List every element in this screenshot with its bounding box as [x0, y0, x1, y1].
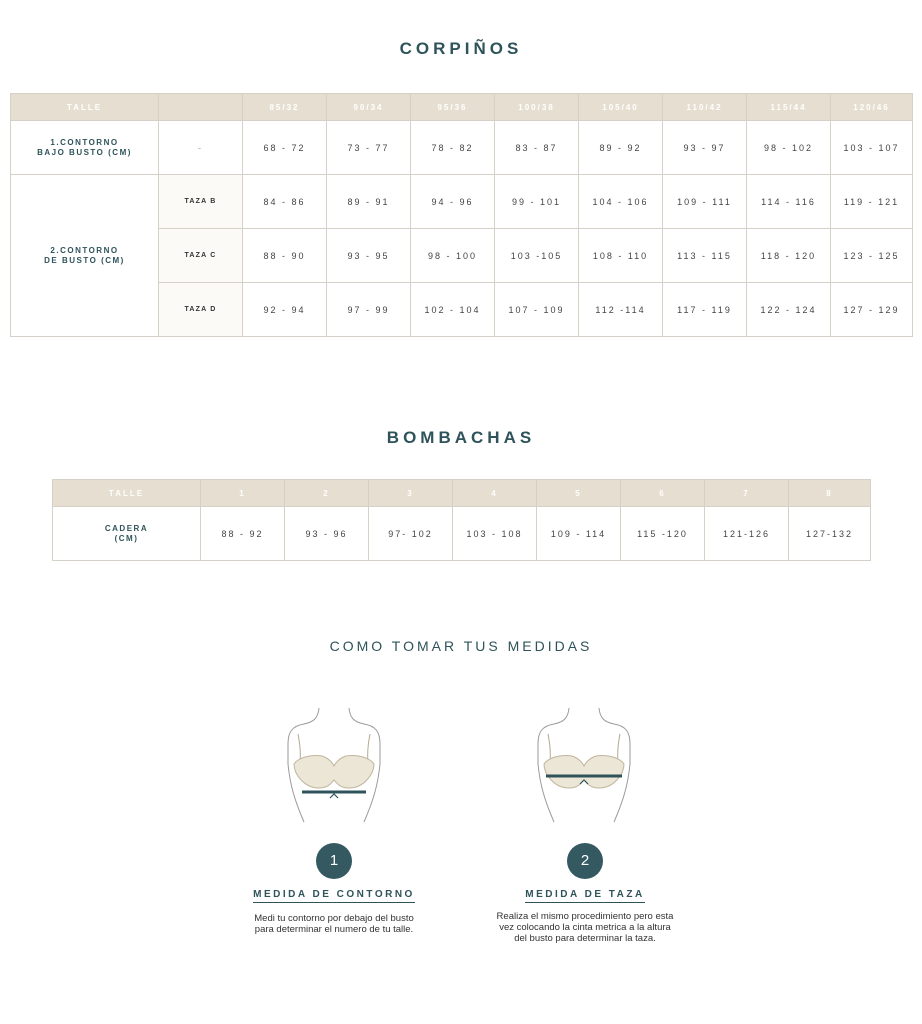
- step-desc-line: para determinar el numero de tu talle.: [254, 924, 414, 935]
- header-blank: [159, 94, 243, 121]
- panty-size-table: [52, 479, 871, 561]
- step-title: MEDIDA DE TAZA: [525, 889, 644, 903]
- table-cell: 115 -120: [621, 507, 705, 561]
- header-size: 6: [621, 480, 705, 507]
- bra-section-title: CORPIÑOS: [399, 39, 523, 58]
- table-cell: 117 - 119: [663, 283, 747, 337]
- table-cell: 83 - 87: [495, 121, 579, 175]
- table-cell: 93 - 96: [285, 507, 369, 561]
- table-cell: 112 -114: [579, 283, 663, 337]
- header-size: 100/38: [495, 94, 579, 121]
- step-desc-line: del busto para determinar la taza.: [514, 933, 656, 944]
- table-cell: 93 - 95: [327, 229, 411, 283]
- header-size: 105/40: [579, 94, 663, 121]
- header-size: 85/32: [243, 94, 327, 121]
- table-row-hip: [53, 507, 871, 561]
- bra-size-table: [10, 93, 913, 337]
- panty-section-title: BOMBACHAS: [386, 428, 536, 447]
- table-cell: 123 - 125: [831, 229, 913, 283]
- row-label-line2: BAJO BUSTO (CM): [37, 147, 132, 157]
- table-cell: 98 - 102: [747, 121, 831, 175]
- header-size: 120/46: [831, 94, 913, 121]
- row-number: 2.: [50, 245, 61, 255]
- table-cell: 97- 102: [369, 507, 453, 561]
- table-cell: 127 - 129: [831, 283, 913, 337]
- header-talle: TALLE: [11, 94, 159, 121]
- table-cell: 103 - 107: [831, 121, 913, 175]
- table-cell: 73 - 77: [327, 121, 411, 175]
- header-size: 2: [285, 480, 369, 507]
- header-talle: TALLE: [53, 480, 201, 507]
- header-size: 1: [201, 480, 285, 507]
- row-number: 1.: [50, 137, 61, 147]
- table-cell: 103 -105: [495, 229, 579, 283]
- table-cell: 98 - 100: [411, 229, 495, 283]
- table-cell: 84 - 86: [243, 175, 327, 229]
- header-size: 4: [453, 480, 537, 507]
- cup-label: TAZA B: [159, 175, 243, 229]
- table-cell: 78 - 82: [411, 121, 495, 175]
- measure-step-2: [485, 843, 685, 944]
- header-size: 5: [537, 480, 621, 507]
- table-cell: 93 - 97: [663, 121, 747, 175]
- table-row-under-bust: [11, 121, 913, 175]
- table-cell: 114 - 116: [747, 175, 831, 229]
- table-cell: 108 - 110: [579, 229, 663, 283]
- step-desc-line: Medi tu contorno por debajo del busto: [254, 913, 414, 924]
- header-size: 95/36: [411, 94, 495, 121]
- row-label-line2: DE BUSTO (CM): [44, 255, 125, 265]
- cup-label: TAZA C: [159, 229, 243, 283]
- step-desc-line: Realiza el mismo procedimiento pero esta: [496, 911, 674, 922]
- row-label-under-bust: [11, 121, 159, 175]
- table-cell: 102 - 104: [411, 283, 495, 337]
- measure-section-title: COMO TOMAR TUS MEDIDAS: [329, 638, 593, 654]
- table-cell: 97 - 99: [327, 283, 411, 337]
- step-description: [485, 911, 685, 944]
- table-cell: 113 - 115: [663, 229, 747, 283]
- header-size: 3: [369, 480, 453, 507]
- bra-header-row: [11, 94, 913, 121]
- table-cell: 118 - 120: [747, 229, 831, 283]
- cup-label: TAZA D: [159, 283, 243, 337]
- row-label-bust: [11, 175, 159, 337]
- row-label-line1: CADERA: [104, 523, 149, 533]
- table-cell: 88 - 90: [243, 229, 327, 283]
- table-cell: 107 - 109: [495, 283, 579, 337]
- header-size: 8: [789, 480, 871, 507]
- table-cell: 103 - 108: [453, 507, 537, 561]
- step-number-badge: 1: [316, 843, 352, 879]
- table-cell: 92 - 94: [243, 283, 327, 337]
- row-label-line1: CONTORNO: [60, 137, 119, 147]
- header-size: 7: [705, 480, 789, 507]
- header-size: 115/44: [747, 94, 831, 121]
- table-cell: 127-132: [789, 507, 871, 561]
- table-cell: 89 - 92: [579, 121, 663, 175]
- table-cell: 119 - 121: [831, 175, 913, 229]
- row-label-hip: [53, 507, 201, 561]
- header-size: 90/34: [327, 94, 411, 121]
- blank-cell: -: [159, 121, 243, 175]
- under-bust-measure-illustration: [274, 704, 394, 828]
- table-cell: 109 - 111: [663, 175, 747, 229]
- table-cell: 89 - 91: [327, 175, 411, 229]
- table-cell: 122 - 124: [747, 283, 831, 337]
- step-desc-line: vez colocando la cinta metrica a la altura: [499, 922, 671, 933]
- table-cell: 109 - 114: [537, 507, 621, 561]
- row-label-line2: (CM): [114, 533, 139, 543]
- panty-header-row: [53, 480, 871, 507]
- header-size: 110/42: [663, 94, 747, 121]
- row-label-line1: CONTORNO: [60, 245, 119, 255]
- measure-step-1: [234, 843, 434, 935]
- step-title: MEDIDA DE CONTORNO: [253, 889, 415, 903]
- bust-measure-illustration: [524, 704, 644, 828]
- table-cell: 88 - 92: [201, 507, 285, 561]
- step-description: [234, 913, 434, 935]
- table-cell: 99 - 101: [495, 175, 579, 229]
- table-cell: 68 - 72: [243, 121, 327, 175]
- table-row-cup-b: [11, 175, 913, 229]
- table-cell: 94 - 96: [411, 175, 495, 229]
- step-number-badge: 2: [567, 843, 603, 879]
- table-cell: 104 - 106: [579, 175, 663, 229]
- table-cell: 121-126: [705, 507, 789, 561]
